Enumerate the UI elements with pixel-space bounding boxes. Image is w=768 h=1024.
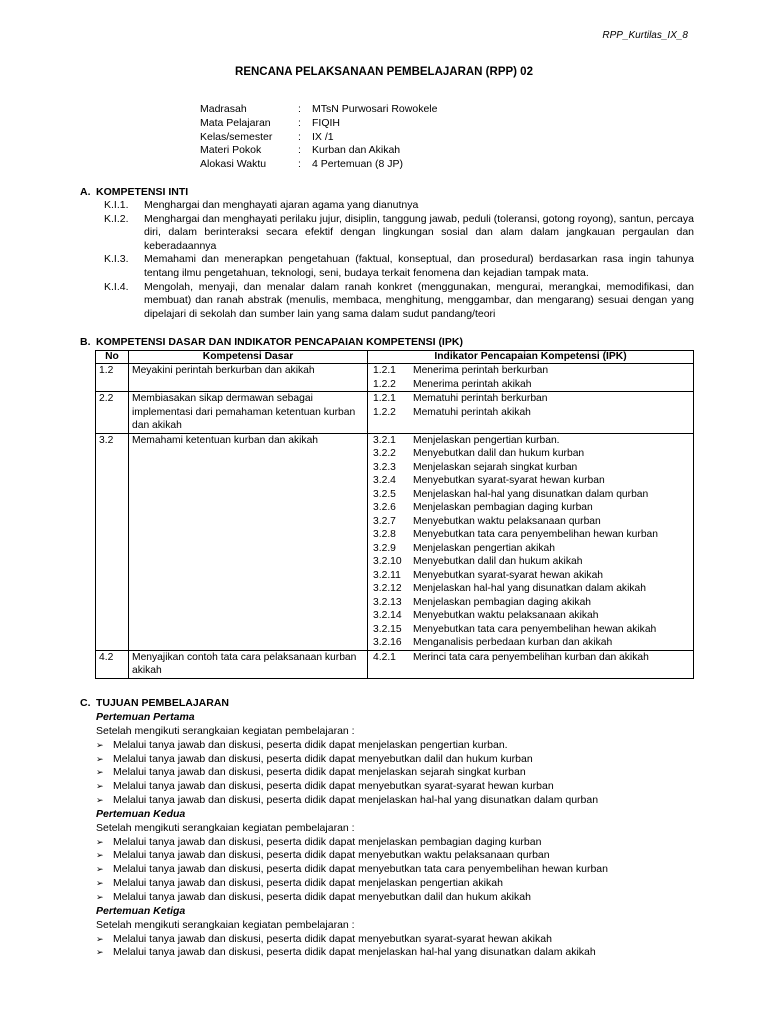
list-item bbox=[96, 739, 696, 753]
meta-value: MTsN Purwosari Rowokele bbox=[312, 103, 438, 115]
ipk-item bbox=[371, 501, 690, 515]
arrow-bullet-icon: ➢ bbox=[96, 781, 104, 792]
list-item-text: Melalui tanya jawab dan diskusi, peserta didik dapat menjelaskan sejarah singkat kurban bbox=[113, 766, 526, 779]
section-b-heading bbox=[80, 336, 463, 348]
ipk-number: 1.2.2 bbox=[373, 406, 396, 418]
meeting-title: Pertemuan Pertama bbox=[96, 711, 195, 723]
list-item bbox=[96, 891, 696, 905]
ipk-item bbox=[371, 434, 690, 448]
table-row bbox=[96, 364, 694, 392]
ipk-text: Menyebutkan waktu pelaksanaan akikah bbox=[413, 610, 599, 621]
section-letter: A. bbox=[80, 186, 91, 198]
list-item-text: Melalui tanya jawab dan diskusi, peserta didik dapat menyebutkan waktu pelaksanaan qurban bbox=[113, 849, 550, 862]
meta-colon: : bbox=[298, 144, 301, 157]
ki-text: Menghargai dan menghayati perilaku jujur, disiplin, tanggung jawab, peduli (toleransi, gotong royong), santun, percaya diri, dalam berinteraksi secara efektif dengan lingkungan sosial dan alam dalam jangkauan pergaulan dan keberadaannya bbox=[144, 212, 694, 252]
section-c-heading bbox=[80, 697, 229, 709]
meta-row bbox=[200, 144, 437, 158]
meta-label: Madrasah bbox=[200, 103, 247, 115]
column-header-kd: Kompetensi Dasar bbox=[129, 351, 368, 364]
kompetensi-dasar: Memahami ketentuan kurban dan akikah bbox=[129, 433, 368, 650]
arrow-bullet-icon: ➢ bbox=[96, 891, 104, 902]
ipk-item bbox=[371, 636, 690, 650]
ipk-text: Menjelaskan pengertian kurban. bbox=[413, 434, 560, 446]
ipk-number: 3.2.5 bbox=[373, 488, 396, 500]
ipk-text: Menjelaskan pembagian daging kurban bbox=[413, 502, 593, 513]
kompetensi-dasar: Menyajikan contoh tata cara pelaksanaan kurban akikah bbox=[129, 650, 368, 678]
ki-item bbox=[104, 199, 694, 213]
ipk-item bbox=[371, 447, 690, 461]
meeting-title: Pertemuan Kedua bbox=[96, 807, 186, 820]
meta-row bbox=[200, 117, 437, 131]
section-a-heading bbox=[80, 186, 188, 198]
meta-label: Alokasi Waktu bbox=[200, 158, 267, 171]
meta-colon: : bbox=[298, 103, 301, 115]
kd-number: 4.2 bbox=[96, 650, 129, 678]
meta-label: Kelas/semester bbox=[200, 130, 273, 143]
ipk-text: Menyebutkan dalil dan hukum akikah bbox=[413, 556, 583, 567]
ipk-item bbox=[371, 651, 690, 665]
meta-value: IX /1 bbox=[312, 130, 334, 143]
ipk-item bbox=[371, 569, 690, 583]
list-item-text: Melalui tanya jawab dan diskusi, peserta didik dapat menjelaskan hal-hal yang disunatkan dalam qurban bbox=[113, 794, 599, 807]
arrow-bullet-icon: ➢ bbox=[96, 850, 104, 861]
ipk-cell bbox=[368, 433, 694, 650]
list-item-text: Melalui tanya jawab dan diskusi, peserta didik dapat menyebutkan syarat-syarat hewan kurban bbox=[113, 780, 554, 793]
arrow-bullet-icon: ➢ bbox=[96, 767, 104, 778]
column-header-ipk: Indikator Pencapaian Kompetensi (IPK) bbox=[368, 351, 694, 364]
table-row bbox=[96, 433, 694, 650]
ipk-item bbox=[371, 555, 690, 569]
list-item-text: Melalui tanya jawab dan diskusi, peserta didik dapat menyebutkan tata cara penyembelihan hewan kurban bbox=[113, 863, 608, 876]
meta-label: Mata Pelajaran bbox=[200, 116, 271, 129]
kd-number: 1.2 bbox=[96, 364, 129, 392]
list-item-text: Melalui tanya jawab dan diskusi, peserta didik dapat menyebutkan dalil dan hukum kurban bbox=[113, 752, 533, 765]
table-row bbox=[96, 650, 694, 678]
document-code: RPP_Kurtilas_IX_8 bbox=[602, 30, 688, 41]
tujuan-pembelajaran bbox=[96, 711, 696, 960]
meta-row bbox=[200, 103, 437, 117]
ipk-number: 3.2.4 bbox=[373, 475, 396, 486]
ipk-number: 3.2.6 bbox=[373, 502, 396, 513]
ipk-item bbox=[371, 609, 690, 623]
ipk-text: Mematuhi perintah berkurban bbox=[413, 393, 548, 404]
meta-colon: : bbox=[298, 116, 301, 129]
ipk-item bbox=[371, 488, 690, 502]
identity-table bbox=[200, 103, 437, 172]
ipk-number: 3.2.14 bbox=[373, 610, 402, 621]
ki-text: Menghargai dan menghayati ajaran agama yang dianutnya bbox=[144, 199, 419, 211]
kompetensi-dasar: Membiasakan sikap dermawan sebagai implementasi dari pemahaman ketentuan kurban dan akikah bbox=[129, 392, 368, 434]
section-a-title: KOMPETENSI INTI bbox=[96, 186, 189, 198]
list-item-text: Melalui tanya jawab dan diskusi, peserta didik dapat menjelaskan hal-hal yang disunatkan dalam akikah bbox=[113, 946, 596, 959]
kompetensi-inti-list bbox=[104, 199, 694, 321]
ipk-item bbox=[371, 378, 690, 392]
ipk-number: 3.2.16 bbox=[373, 637, 402, 648]
ipk-number: 3.2.2 bbox=[373, 448, 396, 459]
ipk-number: 3.2.7 bbox=[373, 515, 396, 527]
list-item bbox=[96, 849, 696, 863]
ipk-number: 1.2.1 bbox=[373, 393, 396, 404]
ipk-number: 3.2.8 bbox=[373, 529, 396, 540]
ki-code: K.I.1. bbox=[104, 199, 129, 211]
ki-code: K.I.4. bbox=[104, 280, 129, 293]
ipk-text: Menjelaskan hal-hal yang disunatkan dalam akikah bbox=[413, 583, 646, 594]
list-item-text: Melalui tanya jawab dan diskusi, peserta didik dapat menyebutkan syarat-syarat hewan akikah bbox=[113, 932, 552, 945]
ipk-cell bbox=[368, 392, 694, 434]
ipk-text: Menjelaskan sejarah singkat kurban bbox=[413, 461, 578, 473]
list-item bbox=[96, 946, 696, 960]
table-row bbox=[96, 392, 694, 434]
ki-item bbox=[104, 213, 694, 254]
ipk-text: Merinci tata cara penyembelihan kurban dan akikah bbox=[413, 651, 649, 663]
ki-code: K.I.3. bbox=[104, 253, 129, 266]
ipk-number: 1.2.2 bbox=[373, 378, 396, 390]
ipk-item bbox=[371, 528, 690, 542]
ipk-number: 3.2.12 bbox=[373, 583, 402, 594]
ipk-text: Menerima perintah berkurban bbox=[413, 365, 549, 376]
list-item-text: Melalui tanya jawab dan diskusi, peserta didik dapat menjelaskan pengertian akikah bbox=[113, 877, 503, 890]
meta-row bbox=[200, 158, 437, 172]
ipk-text: Menjelaskan pembagian daging akikah bbox=[413, 596, 592, 608]
list-item bbox=[96, 794, 696, 808]
ki-item bbox=[104, 281, 694, 322]
ipk-text: Mematuhi perintah akikah bbox=[413, 406, 531, 418]
ki-code: K.I.2. bbox=[104, 212, 129, 225]
ki-text: Mengolah, menyaji, dan menalar dalam ranah konkret (menggunakan, mengurai, merangkai, memodifikasi, dan membuat) dan ranah abstrak (menulis, membaca, menghitung, menggambar, dan mengarang) sesuai dengan yang dipelajari di sekolah dan sumber lain yang sama dalam sudut pandang/teori bbox=[144, 280, 694, 320]
ipk-item bbox=[371, 392, 690, 406]
ipk-cell bbox=[368, 650, 694, 678]
ipk-number: 3.2.9 bbox=[373, 542, 396, 554]
section-letter: C. bbox=[80, 697, 91, 709]
ipk-number: 3.2.1 bbox=[373, 434, 396, 446]
ipk-number: 3.2.15 bbox=[373, 623, 402, 635]
meeting-title: Pertemuan Ketiga bbox=[96, 904, 186, 917]
list-item bbox=[96, 877, 696, 891]
ipk-item bbox=[371, 515, 690, 529]
arrow-bullet-icon: ➢ bbox=[96, 878, 104, 889]
meta-colon: : bbox=[298, 158, 301, 171]
ipk-item bbox=[371, 582, 690, 596]
arrow-bullet-icon: ➢ bbox=[96, 795, 104, 806]
kd-ipk-table bbox=[95, 350, 694, 679]
section-c-title: TUJUAN PEMBELAJARAN bbox=[96, 697, 230, 709]
meta-colon: : bbox=[298, 130, 301, 143]
ipk-text: Menyebutkan dalil dan hukum kurban bbox=[413, 448, 585, 459]
meeting-intro: Setelah mengikuti serangkaian kegiatan pembelajaran : bbox=[96, 724, 355, 737]
ki-item bbox=[104, 253, 694, 280]
ipk-text: Menerima perintah akikah bbox=[413, 378, 532, 390]
ipk-number: 3.2.3 bbox=[373, 461, 396, 473]
ipk-item bbox=[371, 596, 690, 610]
ipk-number: 1.2.1 bbox=[373, 365, 396, 376]
section-letter: B. bbox=[80, 336, 91, 348]
table-header-row bbox=[96, 351, 694, 364]
list-item bbox=[96, 863, 696, 877]
list-item bbox=[96, 753, 696, 767]
section-b-title: KOMPETENSI DASAR DAN INDIKATOR PENCAPAIAN KOMPETENSI (IPK) bbox=[96, 336, 463, 348]
ipk-item bbox=[371, 623, 690, 637]
ipk-text: Menyebutkan waktu pelaksanaan qurban bbox=[413, 515, 601, 527]
arrow-bullet-icon: ➢ bbox=[96, 864, 104, 875]
ipk-item bbox=[371, 406, 690, 420]
ipk-text: Menjelaskan hal-hal yang disunatkan dalam qurban bbox=[413, 488, 649, 500]
kd-number: 2.2 bbox=[96, 392, 129, 434]
ipk-item bbox=[371, 364, 690, 378]
arrow-bullet-icon: ➢ bbox=[96, 753, 104, 764]
ipk-number: 3.2.13 bbox=[373, 596, 402, 608]
meta-row bbox=[200, 131, 437, 145]
ipk-text: Menyebutkan syarat-syarat hewan akikah bbox=[413, 569, 604, 581]
ipk-text: Menyebutkan syarat-syarat hewan kurban bbox=[413, 475, 605, 486]
ipk-cell bbox=[368, 364, 694, 392]
list-item-text: Melalui tanya jawab dan diskusi, peserta didik dapat menjelaskan pembagian daging kurban bbox=[113, 835, 542, 848]
ipk-number: 3.2.10 bbox=[373, 556, 402, 567]
meta-value: Kurban dan Akikah bbox=[312, 144, 401, 157]
ipk-item bbox=[371, 461, 690, 475]
ipk-text: Menyebutkan tata cara penyembelihan hewan kurban bbox=[413, 529, 658, 540]
list-item-text: Melalui tanya jawab dan diskusi, peserta didik dapat menjelaskan pengertian kurban. bbox=[113, 738, 508, 751]
meta-label: Materi Pokok bbox=[200, 144, 262, 157]
meeting-intro: Setelah mengikuti serangkaian kegiatan pembelajaran : bbox=[96, 821, 355, 834]
ipk-text: Menyebutkan tata cara penyembelihan hewan akikah bbox=[413, 623, 657, 635]
page-title: RENCANA PELAKSANAAN PEMBELAJARAN (RPP) 02 bbox=[235, 66, 533, 78]
ipk-text: Menganalisis perbedaan kurban dan akikah bbox=[413, 637, 613, 648]
arrow-bullet-icon: ➢ bbox=[96, 947, 104, 958]
list-item bbox=[96, 766, 696, 780]
list-item bbox=[96, 836, 696, 850]
ipk-number: 3.2.11 bbox=[373, 569, 401, 581]
list-item bbox=[96, 933, 696, 947]
ki-text: Memahami dan menerapkan pengetahuan (faktual, konseptual, dan prosedural) berdasarkan rasa ingin tahunya tentang ilmu pengetahuan, teknologi, seni, budaya terkait fenomena dan kejadian tampak mata. bbox=[144, 253, 694, 279]
arrow-bullet-icon: ➢ bbox=[96, 836, 104, 847]
column-header-no: No bbox=[96, 351, 129, 364]
ipk-number: 4.2.1 bbox=[373, 651, 396, 663]
ipk-item bbox=[371, 542, 690, 556]
list-item-text: Melalui tanya jawab dan diskusi, peserta didik dapat menyebutkan dalil dan hukum akikah bbox=[113, 890, 531, 903]
list-item bbox=[96, 780, 696, 794]
meta-value: 4 Pertemuan (8 JP) bbox=[312, 158, 404, 171]
kd-number: 3.2 bbox=[96, 433, 129, 650]
arrow-bullet-icon: ➢ bbox=[96, 739, 104, 750]
meeting-intro: Setelah mengikuti serangkaian kegiatan pembelajaran : bbox=[96, 918, 355, 931]
arrow-bullet-icon: ➢ bbox=[96, 933, 104, 944]
kompetensi-dasar: Meyakini perintah berkurban dan akikah bbox=[129, 364, 368, 392]
meta-value: FIQIH bbox=[312, 116, 340, 129]
ipk-item bbox=[371, 474, 690, 488]
ipk-text: Menjelaskan pengertian akikah bbox=[413, 542, 555, 554]
